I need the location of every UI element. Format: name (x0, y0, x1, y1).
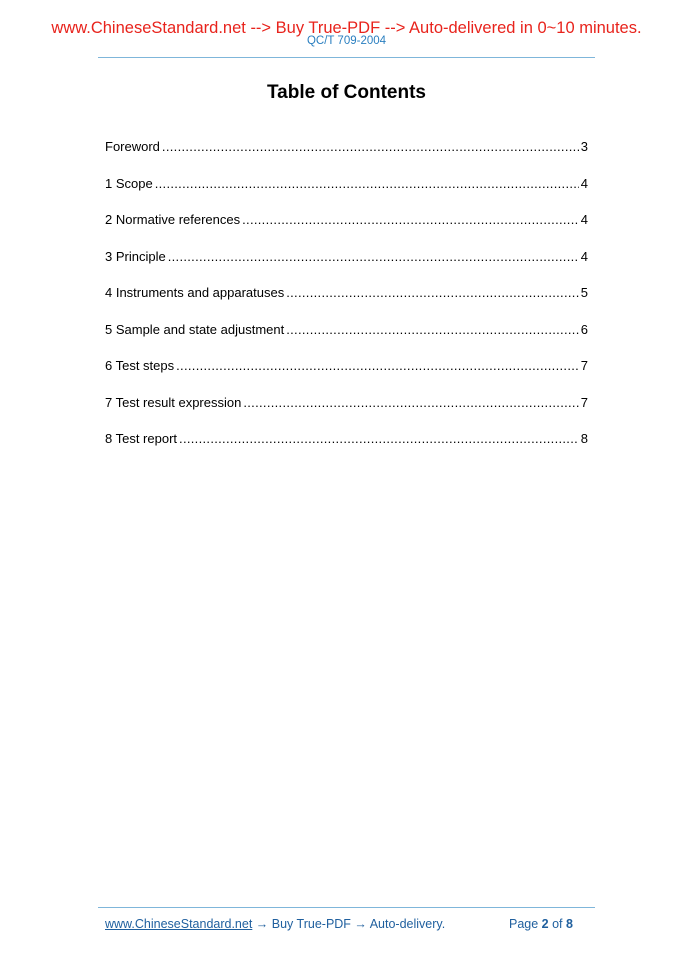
page-title: Table of Contents (266, 82, 427, 103)
toc-entry-page: 6 (580, 321, 588, 337)
footer-divider (98, 907, 595, 908)
footer-delivery-text: → Buy True-PDF → Auto-delivery. (252, 917, 446, 931)
toc-leader-dots (242, 211, 579, 229)
toc-entry-page: 8 (580, 431, 588, 446)
toc-leader-dots (168, 248, 579, 266)
toc-entry-sample[interactable] (105, 321, 588, 358)
toc-leader-dots (176, 357, 579, 375)
toc-leader-dots (243, 394, 578, 412)
toc-entry-test-steps[interactable] (105, 357, 588, 394)
toc-entry-foreword[interactable] (105, 138, 588, 175)
toc-entry-label: 6 Test steps (105, 358, 175, 373)
toc-entry-label: 7 Test result expression (105, 394, 242, 410)
toc-entry-page: 4 (580, 212, 588, 227)
footer-site-link[interactable]: www.ChineseStandard.net (105, 917, 253, 931)
toc-entry-principle[interactable] (105, 248, 588, 285)
toc-entry-page: 7 (580, 394, 588, 410)
toc-entry-instruments[interactable] (105, 284, 588, 321)
footer-delivery-note (105, 916, 445, 932)
toc-entry-label: Foreword (105, 139, 160, 154)
page-of: of (548, 917, 566, 931)
toc-entry-page: 4 (580, 175, 588, 191)
page-current: 2 (541, 917, 549, 931)
banner-text: www.ChineseStandard.net --> Buy True-PDF --> Auto-delivered in 0~10 minutes. (51, 19, 642, 37)
toc-entry-label: 8 Test report (105, 431, 178, 446)
toc-leader-dots (155, 175, 579, 193)
page-label: Page (509, 917, 542, 931)
toc-list (105, 138, 588, 467)
toc-entry-label: 1 Scope (105, 175, 153, 191)
toc-leader-dots (286, 284, 579, 302)
toc-entry-normative-references[interactable] (105, 211, 588, 248)
toc-entry-label: 5 Sample and state adjustment (105, 321, 285, 337)
toc-entry-page: 3 (580, 139, 588, 154)
header-divider (98, 57, 595, 58)
page-indicator (509, 916, 573, 932)
toc-entry-page: 5 (580, 285, 588, 300)
toc-entry-label: 4 Instruments and apparatuses (105, 285, 285, 300)
toc-entry-test-report[interactable] (105, 430, 588, 467)
toc-leader-dots (286, 321, 579, 339)
toc-leader-dots (162, 138, 579, 156)
toc-entry-result-expression[interactable] (105, 394, 588, 431)
toc-entry-page: 4 (580, 248, 588, 264)
toc-entry-label: 2 Normative references (105, 212, 241, 227)
toc-entry-scope[interactable] (105, 175, 588, 212)
standard-code: QC/T 709-2004 (306, 35, 387, 47)
page-total: 8 (566, 917, 573, 931)
toc-leader-dots (179, 430, 579, 448)
toc-entry-page: 7 (580, 358, 588, 373)
toc-entry-label: 3 Principle (105, 248, 166, 264)
